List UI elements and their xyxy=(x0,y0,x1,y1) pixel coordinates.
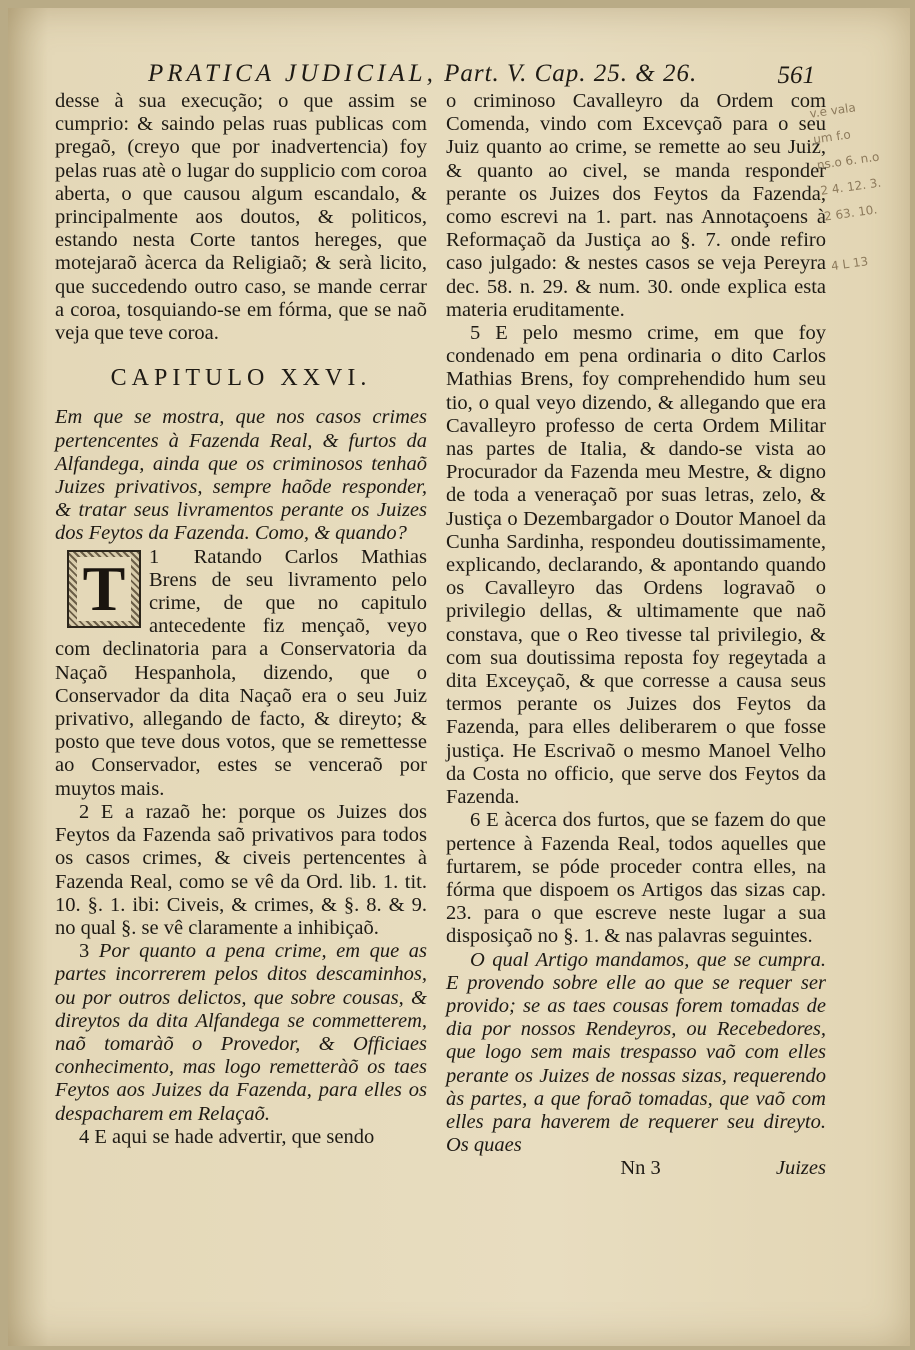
signature-mark: Nn 3 xyxy=(620,1157,661,1180)
ornamental-dropcap xyxy=(67,550,141,628)
running-head-part: Part. V. Cap. 25. & 26. xyxy=(444,60,698,87)
paragraph-2 xyxy=(55,801,427,940)
margin-note: um f.o xyxy=(812,127,852,147)
left-column xyxy=(55,90,427,1149)
paragraph-number: 1 xyxy=(149,545,160,568)
paragraph-number: 2 xyxy=(79,800,90,823)
running-head-title: PRATICA JUDICIAL, xyxy=(148,60,437,87)
margin-note: 4 L 13 xyxy=(830,254,869,274)
chapter-summary: Em que se mostra, que nos casos crimes pertencentes à Fazenda Real, & furtos da Alfandega, ainda que os criminosos tenhaõ Juizes privativos, sempre haõde responder, & tratar seus livramentos perante os Juizes dos Feytos da Fazenda. Como, & quando? xyxy=(55,406,427,545)
right-continuation-text: o criminoso Cavalleyro da Ordem com Comenda, vindo com Excevçaõ para o seu Juiz quanto ao crime, se remette ao seu Juiz, & quanto ao civel, se manda responder perante os Juizes dos Feytos da Fazenda, como escrevi na 1. part. nas Annotaçoens à Reformaçaõ da Justiça ao §. 7. onde refiro caso julgado: & nestes casos se veja Pereyra dec. 58. n. 29. & num. 30. onde explica esta materia eruditamente. xyxy=(446,90,826,321)
right-column xyxy=(446,90,826,1181)
paragraph-number: 6 xyxy=(470,809,481,832)
dropcap-letter: T xyxy=(77,557,132,621)
margin-note: v.e vala xyxy=(808,100,857,121)
book-page xyxy=(8,8,910,1346)
running-head xyxy=(148,60,808,88)
paragraph-number: 4 xyxy=(79,1125,90,1148)
catchword: Juizes xyxy=(775,1157,826,1180)
paragraph-5 xyxy=(446,322,826,809)
page-footer xyxy=(446,1157,826,1180)
paragraph-6 xyxy=(446,809,826,948)
paragraph-1 xyxy=(55,546,427,801)
paragraph-text: Ratando Carlos Mathias Brens de seu livramento pelo crime, de que no capitulo antecedente fiz mençaõ, veyo com declinatoria para a Conservatoria da Naçaõ Hespanhola, dizendo, que o Conservador da dita Naçaõ era o seu Juiz privativo, allegando de facto, & direyto; & posto que teve dous votos, que se remettesse ao Conservador, estes se venceraõ por muytos mais. xyxy=(55,545,427,800)
paragraph-text: Por quanto a pena crime, em que as partes incorrerem pelos ditos descaminhos, ou por outros delictos, que sobre cousas, & direytos da dita Alfandega se commetterem, naõ tomaràõ o Provedor, & Officiaes conhecimento, mas logo remetteràõ os taes Feytos aos Juizes da Fazenda, para elles os despacharem em Relaçaõ. xyxy=(55,940,428,1125)
margin-note: ns.o 6. n.o xyxy=(815,149,881,173)
paragraph-text: E pelo mesmo crime, em que foy condenado em pena ordinaria o dito Carlos Mathias Brens, foy comprehendido hum seu tio, o qual veyo dizendo, & allegando que era Cavalleyro professo de certa Ordem Militar nas partes de Italia, & dando-se vista ao Procurador da Fazenda meu Mestre, & digno de toda a veneraçaõ por suas letras, zelo, & Justiça o Dezembargador o Doutor Manoel da Cunha Sardinha, respondeu doutissimamente, explicando, declarando, & apontando quando os Cavalleyro das Ordens logravaõ o privilegio dellas, & ultimamente que naõ constava, que o Reo tivesse tal privilegio, & com sua doutissima reposta foy regeytada a dita Exceyçaõ, & que corresse a causa seus termos perante os Juizes dos Feytos da Fazenda, para elles deliberarem o que fosse justiça. He Escrivaõ o mesmo Manoel Velho da Costa no officio, que serve dos Feytos da Fazenda. xyxy=(446,322,827,809)
paragraph-text: E a razaõ he: porque os Juizes dos Feytos da Fazenda saõ privativos para todos os casos crimes, & civeis pertencentes à Fazenda Real, como se vê da Ord. lib. 1. tit. 10. §. 1. ibi: Civeis, & crimes, & §. 8. & 9. no qual §. se vê claramente a inhibiçaõ. xyxy=(55,800,427,939)
quoted-article: O qual Artigo mandamos, que se cumpra. E provendo sobre elle ao que se requer ser provido; se as taes cousas forem tomadas de dia por nossos Rendeyros, ou Recebedores, que logo sem mais trespasso vaõ com elles perante os Juizes de nossas sizas, requerendo às partes, a que foraõ tomadas, que vaõ com elles para haverem de requerer seu direyto. Os quaes xyxy=(446,948,826,1157)
margin-note: 2 63. 10. xyxy=(823,202,879,224)
paragraph-3 xyxy=(55,940,427,1126)
left-opening-text: desse à sua execução; o que assim se cumprio: & saindo pelas ruas publicas com pregaõ, (creyo que por inadvertencia) foy pelas ruas atè o lugar do supplicio com coroa aberta, o que causou algum escandalo, & principalmente aos doutos, & politicos, estando nesta Corte tantos hereges, que motejaraõ àcerca da Religiaõ; & serà licito, que succedendo outro caso, se mande cerrar a coroa, tosquiando-se em fórma, que se naõ veja que teve coroa. xyxy=(55,90,427,345)
chapter-heading: CAPITULO XXVI. xyxy=(110,365,372,392)
paragraph-text: E aqui se hade advertir, que sendo xyxy=(94,1125,375,1148)
paragraph-4 xyxy=(55,1126,427,1149)
paragraph-text: E àcerca dos furtos, que se fazem do que pertence à Fazenda Real, todos aquelles que furtarem, se póde proceder contra elles, na fórma que dispoem os Artigos das sizas cap. 23. para o que escreve neste lugar a sua disposiçaõ no §. 1. & nas palavras seguintes. xyxy=(446,809,827,948)
page-number: 561 xyxy=(777,62,815,89)
paragraph-number: 3 xyxy=(79,940,90,963)
margin-note: 2 4. 12. 3. xyxy=(819,175,883,198)
paragraph-number: 5 xyxy=(470,322,481,345)
